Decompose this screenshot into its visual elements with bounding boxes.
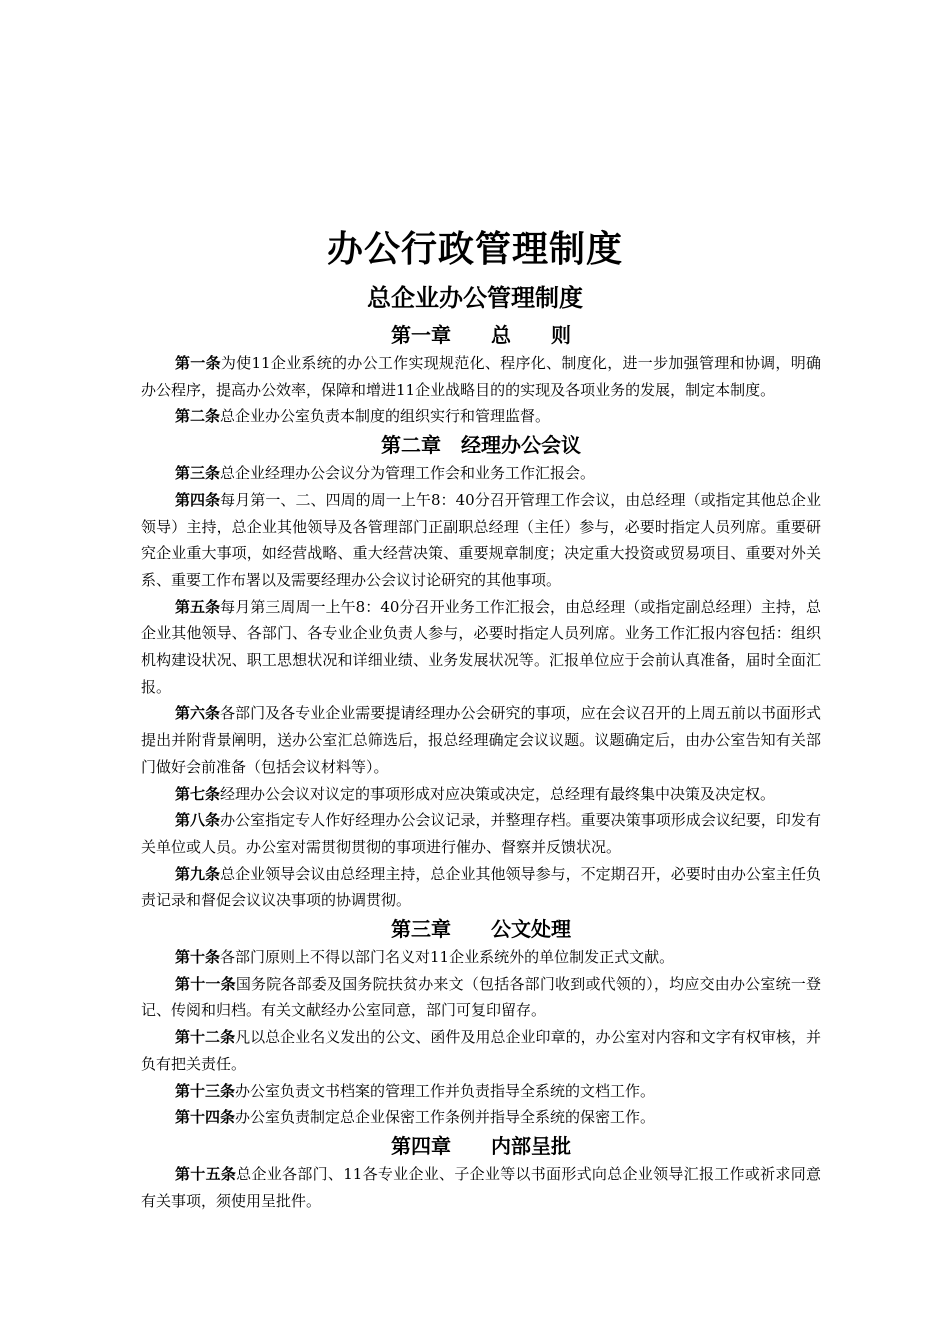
article-text: 凡以总企业名义发出的公文、函件及用总企业印章的，办公室对内容和文字有权审核，并负有把关责任。 (141, 1028, 821, 1073)
article-number: 第六条 (175, 704, 221, 723)
article-number: 第九条 (175, 864, 221, 883)
article-number: 第十三条 (175, 1081, 236, 1100)
article (141, 1078, 821, 1105)
article-number: 第三条 (175, 464, 221, 483)
article-number: 第十二条 (175, 1028, 236, 1047)
article-number: 第十五条 (175, 1164, 237, 1183)
article-number: 第一条 (175, 354, 221, 372)
article-number: 第七条 (175, 784, 221, 803)
article-text: 每月第一、二、四周的周一上午8：40分召开管理工作会议，由总经理（或指定其他总企业领导）主持，总企业其他领导及各管理部门正副职总经理（主任）参与，必要时指定人员列席。重要研究企业重大事项，如经营战略、重大经营决策、重要规章制度；决定重大投资或贸易项目、重要对外关系、重要工作布署以及需要经理办公会议讨论研究的其他事项。 (141, 490, 821, 589)
article-number: 第二条 (175, 407, 221, 426)
article-text: 国务院各部委及国务院扶贫办来文（包括各部门收到或代领的），均应交由办公室统一登记、传阅和归档。有关文献经办公室同意，部门可复印留存。 (141, 974, 821, 1020)
article (141, 781, 821, 808)
article (141, 487, 821, 594)
chapter-heading: 第四章 内部呈批 (391, 1133, 571, 1158)
article-text: 办公室负责文书档案的管理工作并负责指导全系统的文档工作。 (235, 1081, 656, 1100)
article-text: 总企业领导会议由总经理主持，总企业其他领导参与，不定期召开，必要时由办公室主任负责记录和督促会议议决事项的协调贯彻。 (141, 864, 821, 910)
article (141, 1161, 821, 1214)
article-number: 第十一条 (175, 974, 236, 993)
chapter-heading: 第一章 总 则 (391, 323, 571, 347)
article-text: 办公室负责制定总企业保密工作条例并指导全系统的保密工作。 (235, 1108, 656, 1127)
article (141, 944, 821, 971)
article (141, 861, 821, 914)
article-text: 办公室指定专人作好经理办公会议记录，并整理存档。重要决策事项形成会议纪要，印发有关单位或人员。办公室对需贯彻贯彻的事项进行催办、督察并反馈状况。 (141, 811, 821, 856)
chapter-heading: 第三章 公文处理 (391, 917, 571, 942)
article-text: 各部门及各专业企业需要提请经理办公会研究的事项，应在会议召开的上周五前以书面形式提出并附背景阐明，送办公室汇总筛选后，报总经理确定会议议题。议题确定后，由办公室告知有关部门做好会前准备（包括会议材料等）。 (141, 704, 821, 776)
chapter-heading: 第二章 经理办公会议 (381, 433, 581, 458)
article-text: 总企业经理办公会议分为管理工作会和业务工作汇报会。 (220, 464, 596, 483)
article-number: 第四条 (175, 490, 221, 509)
article-number: 第十四条 (175, 1108, 236, 1127)
article-text: 为使11企业系统的办公工作实现规范化、程序化、制度化，进一步加强管理和协调，明确办公程序，提高办公效率，保障和增进11企业战略目的的实现及各项业务的发展，制定本制度。 (141, 354, 821, 399)
article-text: 总企业办公室负责本制度的组织实行和管理监督。 (220, 407, 551, 426)
article (141, 460, 821, 487)
article (141, 594, 821, 701)
article (141, 1024, 821, 1077)
article-text: 经理办公会议对议定的事项形成对应决策或决定，总经理有最终集中决策及决定权。 (220, 784, 776, 803)
article (141, 807, 821, 860)
article-number: 第五条 (175, 597, 221, 616)
article-number: 第十条 (175, 948, 221, 967)
article-number: 第八条 (175, 811, 221, 830)
article (141, 971, 821, 1024)
article (141, 403, 821, 430)
document-body (141, 320, 821, 1214)
article (141, 350, 821, 403)
article-text: 总企业各部门、11各专业企业、子企业等以书面形式向总企业领导汇报工作或祈求同意有关事项，须使用呈批件。 (141, 1164, 821, 1210)
article (141, 1104, 821, 1131)
article-text: 各部门原则上不得以部门名义对11企业系统外的单位制发正式文献。 (220, 948, 675, 967)
article-text: 每月第三周周一上午8：40分召开业务工作汇报会，由总经理（或指定副总经理）主持，总企业其他领导、各部门、各专业企业负责人参与，必要时指定人员列席。业务工作汇报内容包括：组织机构建设状况、职工思想状况和详细业绩、业务发展状况等。汇报单位应于会前认真准备，届时全面汇报。 (141, 597, 821, 696)
article (141, 700, 821, 780)
document-subtitle: 总企业办公管理制度 (367, 284, 583, 312)
document-title: 办公行政管理制度 (326, 229, 623, 270)
